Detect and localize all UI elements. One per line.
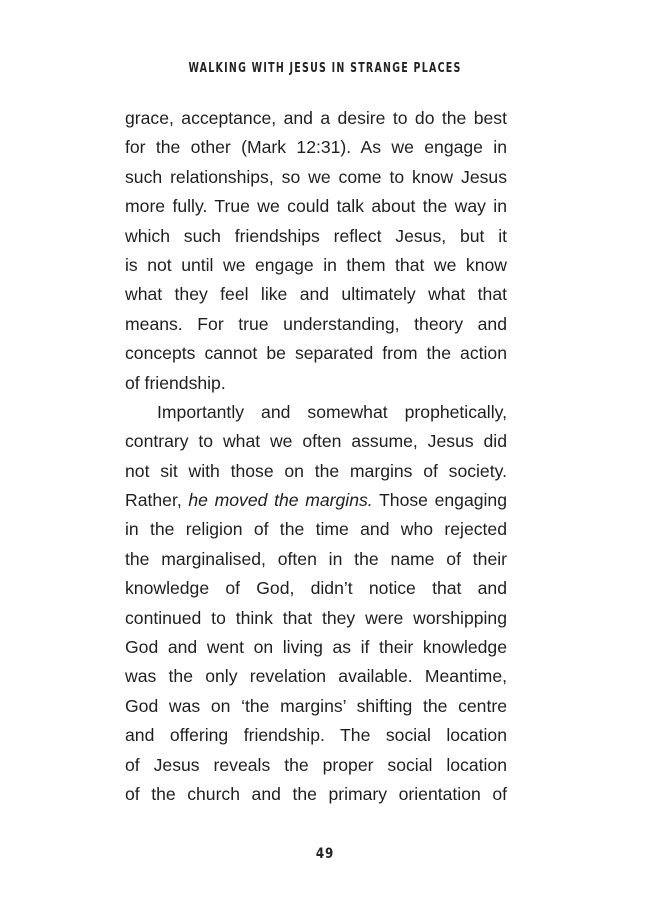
text-line: for the other (Mark 12:31). As we engage in	[125, 137, 507, 158]
paragraph-2	[125, 398, 507, 809]
text-line: what they feel like and ultimately what that	[125, 284, 507, 305]
text-line: God and went on living as if their knowledge	[125, 637, 507, 658]
text-line: of the church and the primary orientation of	[125, 783, 507, 804]
text-line: the marginalised, often in the name of their	[125, 548, 507, 569]
text-line: concepts cannot be separated from the action	[125, 343, 507, 364]
text-line: was the only revelation available. Meantime,	[125, 666, 507, 687]
text-run: Those engaging	[372, 490, 507, 511]
text-line: such relationships, so we come to know Jesus	[125, 166, 507, 187]
text-line: grace, acceptance, and a desire to do the best	[125, 108, 507, 128]
text-line: not sit with those on the margins of society.	[125, 460, 507, 481]
text-run: Rather,	[125, 490, 189, 511]
body-text	[125, 104, 507, 809]
text-line: and offering friendship. The social location	[125, 725, 507, 746]
text-line: of friendship.	[125, 372, 226, 393]
text-line: knowledge of God, didn’t notice that and	[125, 578, 507, 599]
text-line: in the religion of the time and who rejected	[125, 519, 507, 540]
text-line: more fully. True we could talk about the way in	[125, 196, 507, 217]
text-line: means. For true understanding, theory and	[125, 313, 507, 334]
page-number: 49	[315, 846, 335, 862]
text-line: God was on ‘the margins’ shifting the centre	[125, 695, 507, 716]
text-line: continued to think that they were worshipping	[125, 607, 507, 628]
text-line: Importantly and somewhat prophetically,	[157, 401, 507, 422]
text-line: contrary to what we often assume, Jesus did	[125, 431, 507, 452]
emphasis-text: he moved the margins.	[188, 490, 373, 511]
text-line: of Jesus reveals the proper social location	[125, 754, 507, 775]
running-head: WALKING WITH JESUS IN STRANGE PLACES	[188, 60, 462, 76]
paragraph-1	[125, 104, 507, 398]
text-line: which such friendships reflect Jesus, but it	[125, 225, 507, 246]
text-line-with-emphasis	[125, 486, 507, 515]
text-line: is not until we engage in them that we know	[125, 254, 507, 275]
